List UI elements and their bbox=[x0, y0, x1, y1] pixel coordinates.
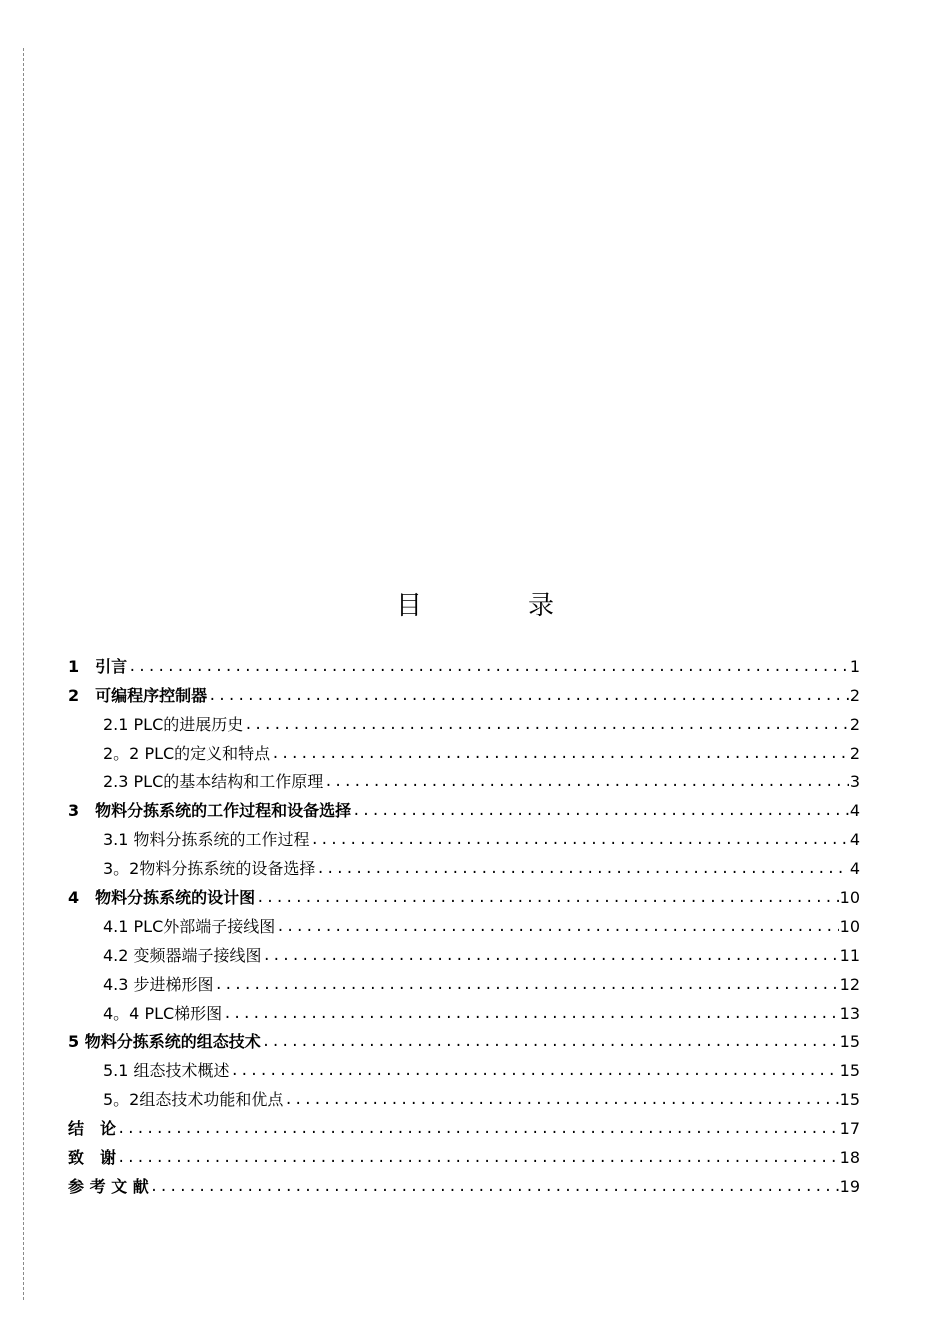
toc-entry-text: 3.1 物料分拣系统的工作过程 bbox=[103, 830, 310, 850]
toc-entry-page: 10 bbox=[839, 888, 860, 908]
toc-entry-page: 13 bbox=[839, 1003, 860, 1023]
toc-entry-text: 3 物料分拣系统的工作过程和设备选择 bbox=[68, 801, 352, 821]
toc-entry-page: 1 bbox=[849, 656, 860, 676]
toc-entry-text: 4.3 步进梯形图 bbox=[103, 974, 214, 994]
toc-entry[interactable] bbox=[68, 821, 860, 850]
toc-entry-page: 3 bbox=[849, 772, 860, 792]
toc-entry-text: 结 论 bbox=[68, 1119, 117, 1139]
toc-entry-text: 4.1 PLC外部端子接线图 bbox=[103, 916, 276, 936]
toc-entry[interactable] bbox=[68, 1052, 860, 1081]
toc-entry-text: 2。2 PLC的定义和特点 bbox=[103, 743, 271, 763]
toc-entry-page: 11 bbox=[839, 945, 860, 965]
toc-entry[interactable] bbox=[68, 1139, 860, 1168]
toc-leader-dots bbox=[316, 859, 848, 879]
toc-entry-text: 5。2组态技术功能和优点 bbox=[103, 1090, 284, 1110]
toc-leader-dots bbox=[256, 888, 839, 908]
toc-leader-dots bbox=[324, 772, 849, 792]
toc-entry-text: 4.2 变频器端子接线图 bbox=[103, 945, 262, 965]
toc-entry-page: 10 bbox=[839, 916, 860, 936]
toc-entry-text: 参 考 文 献 bbox=[68, 1176, 149, 1196]
toc-entry-page: 15 bbox=[839, 1090, 860, 1110]
toc-entry-text: 3。2物料分拣系统的设备选择 bbox=[103, 859, 316, 879]
toc-leader-dots bbox=[215, 975, 839, 995]
toc-entry-text: 1 引言 bbox=[68, 656, 128, 676]
toc-leader-dots bbox=[263, 946, 839, 966]
toc-leader-dots bbox=[117, 1148, 839, 1168]
toc-entry[interactable] bbox=[68, 677, 860, 706]
toc-leader-dots bbox=[352, 801, 849, 821]
toc-entry-page: 19 bbox=[839, 1176, 860, 1196]
toc-entry-text: 5.1 组态技术概述 bbox=[103, 1061, 230, 1081]
toc-entry-text: 4 物料分拣系统的设计图 bbox=[68, 888, 256, 908]
toc-entry[interactable] bbox=[68, 706, 860, 735]
toc-leader-dots bbox=[271, 744, 849, 764]
toc-entry[interactable] bbox=[68, 879, 860, 908]
toc-leader-dots bbox=[244, 715, 849, 735]
toc-leader-dots bbox=[276, 917, 838, 937]
toc-entry[interactable] bbox=[68, 735, 860, 764]
toc-entry-page: 4 bbox=[849, 801, 860, 821]
toc-entry[interactable] bbox=[68, 995, 860, 1024]
toc-entry[interactable] bbox=[68, 850, 860, 879]
toc-leader-dots bbox=[231, 1061, 839, 1081]
toc-leader-dots bbox=[311, 830, 849, 850]
toc-entry-text: 5 物料分拣系统的组态技术 bbox=[68, 1032, 261, 1052]
toc-entry-page: 15 bbox=[839, 1032, 860, 1052]
toc-leader-dots bbox=[150, 1177, 839, 1197]
toc-leader-dots bbox=[284, 1090, 838, 1110]
table-of-contents bbox=[68, 648, 860, 1197]
toc-entry[interactable] bbox=[68, 648, 860, 677]
toc-entry-text: 2 可编程序控制器 bbox=[68, 685, 208, 705]
toc-entry-page: 17 bbox=[839, 1119, 860, 1139]
toc-entry[interactable] bbox=[68, 1168, 860, 1197]
toc-entry[interactable] bbox=[68, 764, 860, 793]
toc-leader-dots bbox=[208, 686, 849, 706]
toc-entry-page: 12 bbox=[839, 974, 860, 994]
toc-entry[interactable] bbox=[68, 1081, 860, 1110]
toc-entry[interactable] bbox=[68, 792, 860, 821]
toc-entry-page: 2 bbox=[849, 685, 860, 705]
toc-leader-dots bbox=[128, 657, 849, 677]
toc-entry-page: 4 bbox=[849, 859, 860, 879]
toc-entry-text: 2.1 PLC的进展历史 bbox=[103, 714, 244, 734]
toc-entry-page: 15 bbox=[839, 1061, 860, 1081]
toc-leader-dots bbox=[262, 1032, 839, 1052]
toc-leader-dots bbox=[117, 1119, 839, 1139]
toc-entry[interactable] bbox=[68, 1024, 860, 1053]
toc-entry-page: 2 bbox=[849, 743, 860, 763]
toc-entry-text: 4。4 PLC梯形图 bbox=[103, 1003, 223, 1023]
toc-title: 目 录 bbox=[395, 591, 594, 622]
toc-entry-text: 2.3 PLC的基本结构和工作原理 bbox=[103, 772, 324, 792]
toc-entry-page: 18 bbox=[839, 1148, 860, 1168]
toc-entry-page: 2 bbox=[849, 714, 860, 734]
binding-margin-line bbox=[23, 48, 24, 1300]
toc-entry[interactable] bbox=[68, 966, 860, 995]
toc-leader-dots bbox=[223, 1004, 838, 1024]
toc-entry-text: 致 谢 bbox=[68, 1148, 117, 1168]
toc-entry[interactable] bbox=[68, 937, 860, 966]
toc-entry[interactable] bbox=[68, 908, 860, 937]
toc-entry[interactable] bbox=[68, 1110, 860, 1139]
toc-entry-page: 4 bbox=[849, 830, 860, 850]
